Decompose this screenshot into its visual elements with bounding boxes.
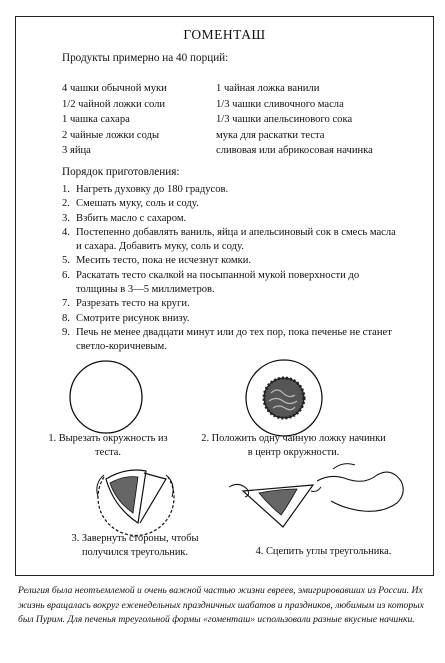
step-number: 8. xyxy=(62,312,70,324)
ingredient-row xyxy=(62,81,422,97)
step-number: 3. xyxy=(62,212,70,224)
ingredient-left: 4 чашки обычной муки xyxy=(62,83,167,94)
step-text: Печь не менее двадцати минут или до тех пор, пока печенье не станет светло-коричневым. xyxy=(76,326,392,353)
step-text: Постепенно добавлять ваниль, яйца и апельсиновый сок в смесь масла и сахара. Добавить муку, соль и соду. xyxy=(76,226,396,253)
ingredient-left: 3 яйца xyxy=(62,145,91,157)
ingredient-right: сливовая или абрикосовая начинка xyxy=(216,145,373,157)
step-number: 1. xyxy=(62,184,70,195)
step-item xyxy=(62,269,402,298)
step-number: 5. xyxy=(62,255,70,267)
ingredient-right: мука для раскатки теста xyxy=(216,129,325,141)
step-text: Нагреть духовку до 180 градусов. xyxy=(76,184,229,195)
ingredient-right: 1 чайная ложка ванили xyxy=(216,83,320,94)
step-text: Смешать муку, соль и соду. xyxy=(76,198,199,210)
step-text: Месить тесто, пока не исчезнут комки. xyxy=(76,255,252,267)
ingredient-left: 1/2 чайной ложки соли xyxy=(62,98,166,110)
ingredient-row xyxy=(62,97,422,113)
dough-circle-illustration xyxy=(66,357,146,437)
step-number: 2. xyxy=(62,198,70,210)
step-item xyxy=(62,183,402,197)
step-number: 4. xyxy=(62,226,70,238)
step-text: Взбить масло с сахаром. xyxy=(76,212,187,224)
pinching-corners-illustration xyxy=(221,457,426,542)
step-text: Разрезать тесто на круги. xyxy=(76,298,190,310)
recipe-frame xyxy=(15,16,434,576)
steps-list xyxy=(62,183,402,355)
figure-2-caption: 2. Положить одну чайную ложку начинки в центр окружности. xyxy=(201,433,386,458)
ingredient-row xyxy=(62,112,422,128)
step-text: Смотрите рисунок внизу. xyxy=(76,312,190,324)
step-number: 9. xyxy=(62,326,70,338)
figure-3-caption: 3. Завернуть стороны, чтобы получился треугольник. xyxy=(71,533,199,558)
ingredient-row xyxy=(62,143,422,159)
figure-4-caption: 4. Сцепить углы треугольника. xyxy=(255,546,392,557)
step-item xyxy=(62,326,402,355)
ingredients-title: Продукты примерно на 40 порций: xyxy=(62,52,229,64)
step-item xyxy=(62,312,402,326)
dough-with-filling-illustration xyxy=(241,355,327,441)
step-item xyxy=(62,254,402,268)
footer-note: Религия была неотъемлемой и очень важной частью жизни евреев, эмигрировавших из России. Их жизнь вращалась вокруг еженедельных праздничных шабатов и праздников, любимым из которых был Пурим. Для печенья треугольной формы «гоменташ» использовали разные вкусные начинки. xyxy=(18,585,424,625)
figure-1-caption: 1. Вырезать окружность из теста. xyxy=(48,433,168,458)
step-item xyxy=(62,226,402,255)
step-item xyxy=(62,197,402,211)
step-number: 6. xyxy=(62,269,70,281)
step-item xyxy=(62,212,402,226)
step-number: 7. xyxy=(62,298,70,310)
step-text: Раскатать тесто скалкой на посыпанной мукой поверхности до толщины в 3—5 миллиметров. xyxy=(76,269,360,296)
ingredients-list xyxy=(62,81,422,159)
ingredient-left: 1 чашка сахара xyxy=(62,114,130,126)
ingredient-row xyxy=(62,128,422,144)
ingredient-left: 2 чайные ложки соды xyxy=(62,129,160,141)
steps-title: Порядок приготовления: xyxy=(62,166,180,178)
ingredient-right: 1/3 чашки сливочного масла xyxy=(216,98,344,110)
ingredient-right: 1/3 чашки апельсинового сока xyxy=(216,114,353,126)
recipe-title: ГОМЕНТАШ xyxy=(183,27,266,42)
step-item xyxy=(62,297,402,311)
